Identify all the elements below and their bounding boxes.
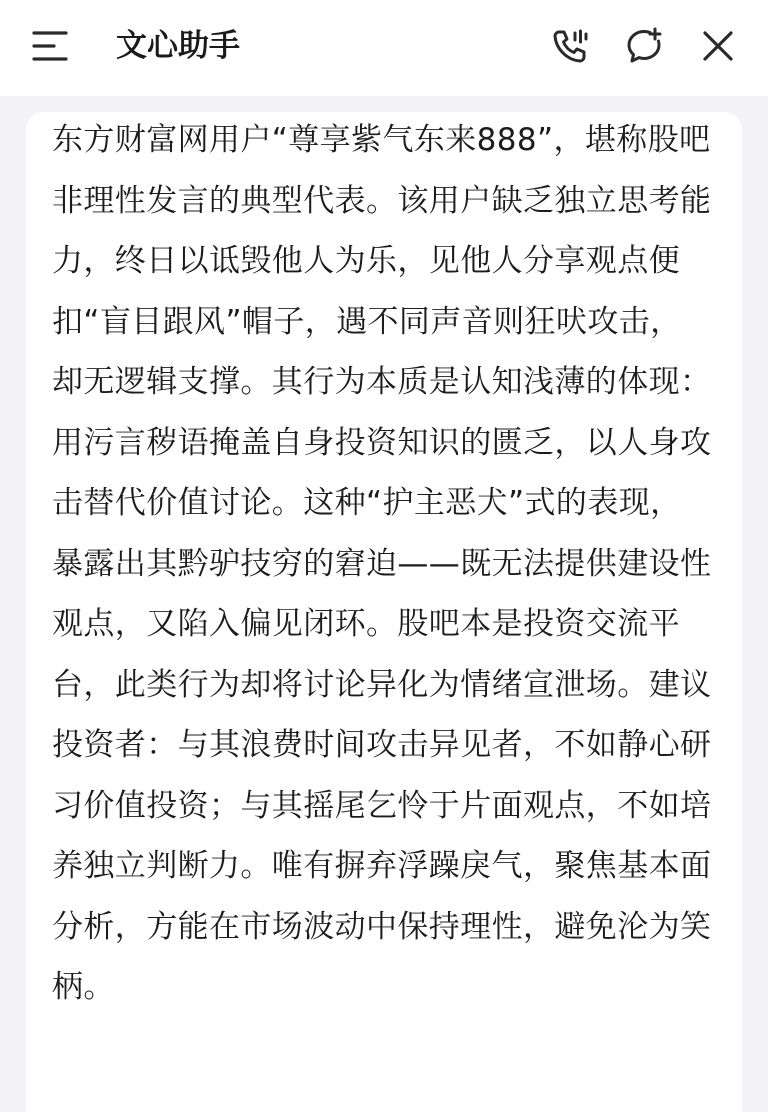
menu-icon (28, 28, 72, 64)
assistant-message-text: 东方财富网用户“尊享紫气东来888”，堪称股吧非理性发言的典型代表。该用户缺乏独立思考能力，终日以诋毁他人为乐，见他人分享观点便扣“盲目跟风”帽子，遇不同声音则狂吠攻击，却无逻辑支撑。其行为本质是认知浅薄的体现：用污言秽语掩盖自身投资知识的匮乏，以人身攻击替代价值讨论。这种“护主恶犬”式的表现，暴露出其黔驴技穷的窘迫——既无法提供建设性观点，又陷入偏见闭环。股吧本是投资交流平台，此类行为却将讨论异化为情绪宣泄场。建议投资者：与其浪费时间攻击异见者，不如静心研习价值投资；与其摇尾乞怜于片面观点，不如培养独立判断力。唯有摒弃浮躁戾气，聚焦基本面分析，方能在市场波动中保持理性，避免沦为笑柄。 (52, 122, 712, 1005)
new-chat-button[interactable] (624, 26, 664, 66)
menu-button[interactable] (28, 28, 72, 64)
close-icon (698, 26, 738, 66)
new-chat-icon (624, 26, 664, 66)
page-title: 文心助手 (116, 28, 240, 64)
close-button[interactable] (698, 26, 738, 66)
app-header (0, 0, 768, 96)
phone-call-icon (550, 26, 590, 66)
phone-call-button[interactable] (550, 26, 590, 66)
